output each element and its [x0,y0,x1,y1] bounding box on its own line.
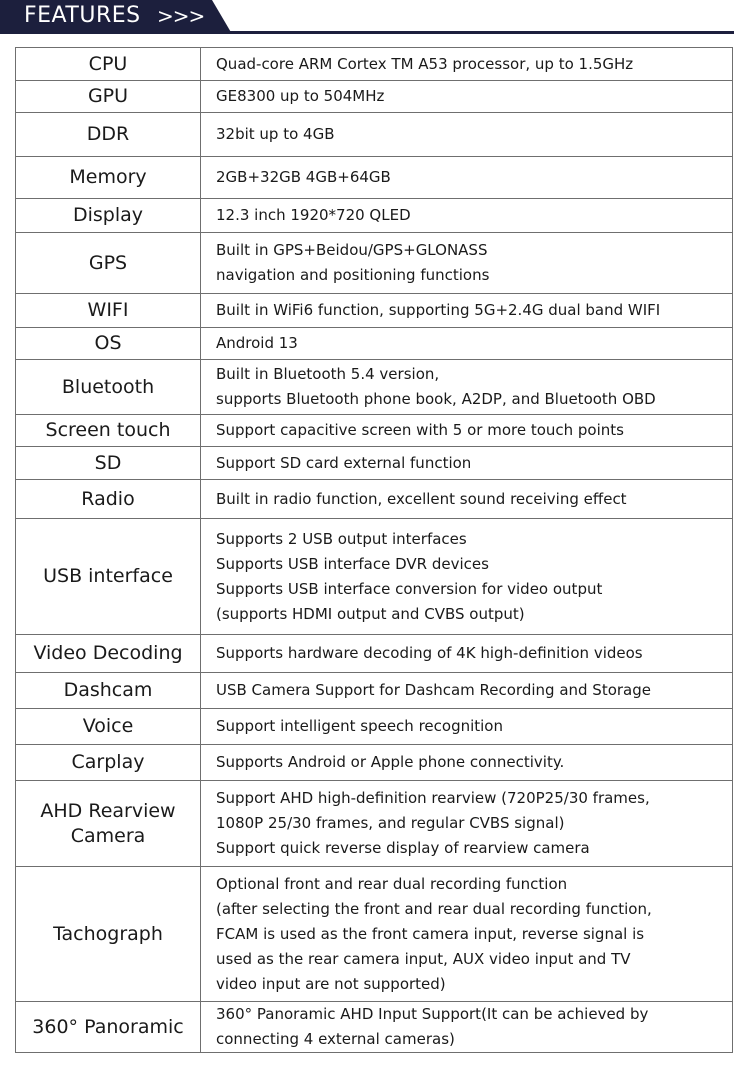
spec-label: SD [94,451,122,474]
spec-value-line: (supports HDMI output and CVBS output) [216,604,525,623]
spec-label-cell [16,113,201,157]
spec-value-line: connecting 4 external cameras) [216,1030,455,1048]
spec-value-line: Supports hardware decoding of 4K high-definition videos [216,644,643,662]
spec-value-line: 32bit up to 4GB [216,125,335,143]
spec-label-cell [16,294,201,328]
spec-value-line: navigation and positioning functions [216,266,490,284]
spec-row [16,781,733,867]
spec-value-cell [201,415,733,447]
spec-label: Video Decoding [33,642,183,664]
spec-value-line: Support SD card external function [216,453,472,472]
spec-value-line: Android 13 [216,334,298,352]
spec-label-cell [16,709,201,745]
spec-label-cell [16,199,201,233]
spec-label-cell [16,360,201,415]
spec-label: WIFI [87,299,129,321]
spec-value-line: (after selecting the front and rear dual recording function, [216,899,652,918]
spec-value-line: 360° Panoramic AHD Input Support(It can be achieved by [216,1005,649,1023]
spec-label-cell [16,480,201,519]
spec-value-cell [201,447,733,480]
spec-row [16,113,733,157]
spec-row [16,447,733,480]
spec-value-line: Supports 2 USB output interfaces [216,529,467,548]
spec-row [16,81,733,113]
spec-value-cell [201,1002,733,1053]
specs-table [15,47,733,1053]
spec-value-cell [201,294,733,328]
spec-row [16,360,733,415]
features-title: FEATURES [24,3,141,28]
spec-row [16,635,733,673]
spec-label: Display [72,204,144,226]
spec-label: CPU [88,52,128,75]
spec-value-cell [201,81,733,113]
spec-value-line: video input are not supported) [216,974,446,993]
features-header [0,0,750,34]
spec-label: 360° Panoramic [32,1015,184,1038]
spec-row [16,480,733,519]
spec-label: Memory [69,166,147,188]
spec-label: Camera [70,824,146,847]
spec-value-line: Supports Android or Apple phone connectivity. [216,753,565,771]
spec-row [16,867,733,1002]
spec-value-cell [201,781,733,867]
spec-label-cell [16,415,201,447]
spec-label: AHD Rearview [40,799,176,822]
spec-value-cell [201,480,733,519]
spec-value-cell [201,635,733,673]
spec-value-line: Built in GPS+Beidou/GPS+GLONASS [216,241,488,259]
spec-row [16,1002,733,1053]
spec-row [16,519,733,635]
spec-label-cell [16,519,201,635]
spec-row [16,233,733,294]
spec-value-cell [201,519,733,635]
spec-value-line: Quad-core ARM Cortex TM A53 processor, up to 1.5GHz [216,54,634,73]
spec-row [16,199,733,233]
specs-table-body [16,48,733,1053]
spec-label: Carplay [71,751,145,773]
spec-row [16,415,733,447]
spec-label: GPU [87,85,129,107]
spec-value-line: used as the rear camera input, AUX video input and TV [216,949,631,968]
spec-value-line: Support quick reverse display of rearview camera [216,839,590,857]
spec-label-cell [16,48,201,81]
spec-label: DDR [86,123,130,145]
spec-label-cell [16,635,201,673]
spec-label-cell [16,157,201,199]
spec-value-line: Built in radio function, excellent sound receiving effect [216,489,627,508]
spec-value-cell [201,673,733,709]
spec-label-cell [16,328,201,360]
spec-value-line: Support capacitive screen with 5 or more touch points [216,421,624,439]
spec-label-cell [16,447,201,480]
spec-value-cell [201,199,733,233]
spec-row [16,673,733,709]
spec-value-line: FCAM is used as the front camera input, reverse signal is [216,924,645,943]
spec-value-line: USB Camera Support for Dashcam Recording and Storage [216,681,651,699]
spec-value-line: 1080P 25/30 frames, and regular CVBS signal) [216,814,565,832]
spec-value-line: Support AHD high-definition rearview (720P25/30 frames, [216,789,650,807]
spec-label-cell [16,745,201,781]
spec-label: Screen touch [45,419,171,441]
spec-value-cell [201,233,733,294]
spec-value-line: Optional front and rear dual recording function [216,874,568,893]
spec-row [16,294,733,328]
spec-value-cell [201,867,733,1002]
spec-label: Tachograph [53,922,163,945]
spec-value-line: 2GB+32GB 4GB+64GB [216,168,391,186]
spec-label-cell [16,867,201,1002]
spec-value-line: Built in WiFi6 function, supporting 5G+2.4G dual band WIFI [216,301,661,319]
spec-value-line: Built in Bluetooth 5.4 version, [216,365,440,383]
spec-value-line: GE8300 up to 504MHz [216,87,385,105]
spec-value-line: Supports USB interface conversion for video output [216,579,603,598]
spec-label: Radio [81,487,135,510]
spec-value-line: Support intelligent speech recognition [216,717,503,735]
spec-value-cell [201,157,733,199]
spec-label-cell [16,781,201,867]
spec-row [16,745,733,781]
spec-label-cell [16,673,201,709]
spec-label-cell [16,81,201,113]
spec-row [16,709,733,745]
spec-label: USB interface [43,565,173,587]
spec-label: OS [94,332,122,354]
spec-value-line: supports Bluetooth phone book, A2DP, and Bluetooth OBD [216,390,656,408]
spec-label-cell [16,1002,201,1053]
spec-value-cell [201,113,733,157]
spec-row [16,328,733,360]
spec-value-cell [201,709,733,745]
spec-label: GPS [88,251,128,274]
spec-label: Bluetooth [61,375,155,398]
header-underline [222,31,734,34]
features-arrows: >>> [157,4,205,28]
spec-row [16,157,733,199]
spec-label-cell [16,233,201,294]
spec-label: Voice [82,715,134,737]
spec-value-line: Supports USB interface DVR devices [216,554,489,573]
spec-row [16,48,733,81]
spec-value-line: 12.3 inch 1920*720 QLED [216,206,411,224]
spec-label: Dashcam [63,679,153,701]
spec-value-cell [201,328,733,360]
spec-value-cell [201,360,733,415]
spec-value-cell [201,48,733,81]
spec-value-cell [201,745,733,781]
